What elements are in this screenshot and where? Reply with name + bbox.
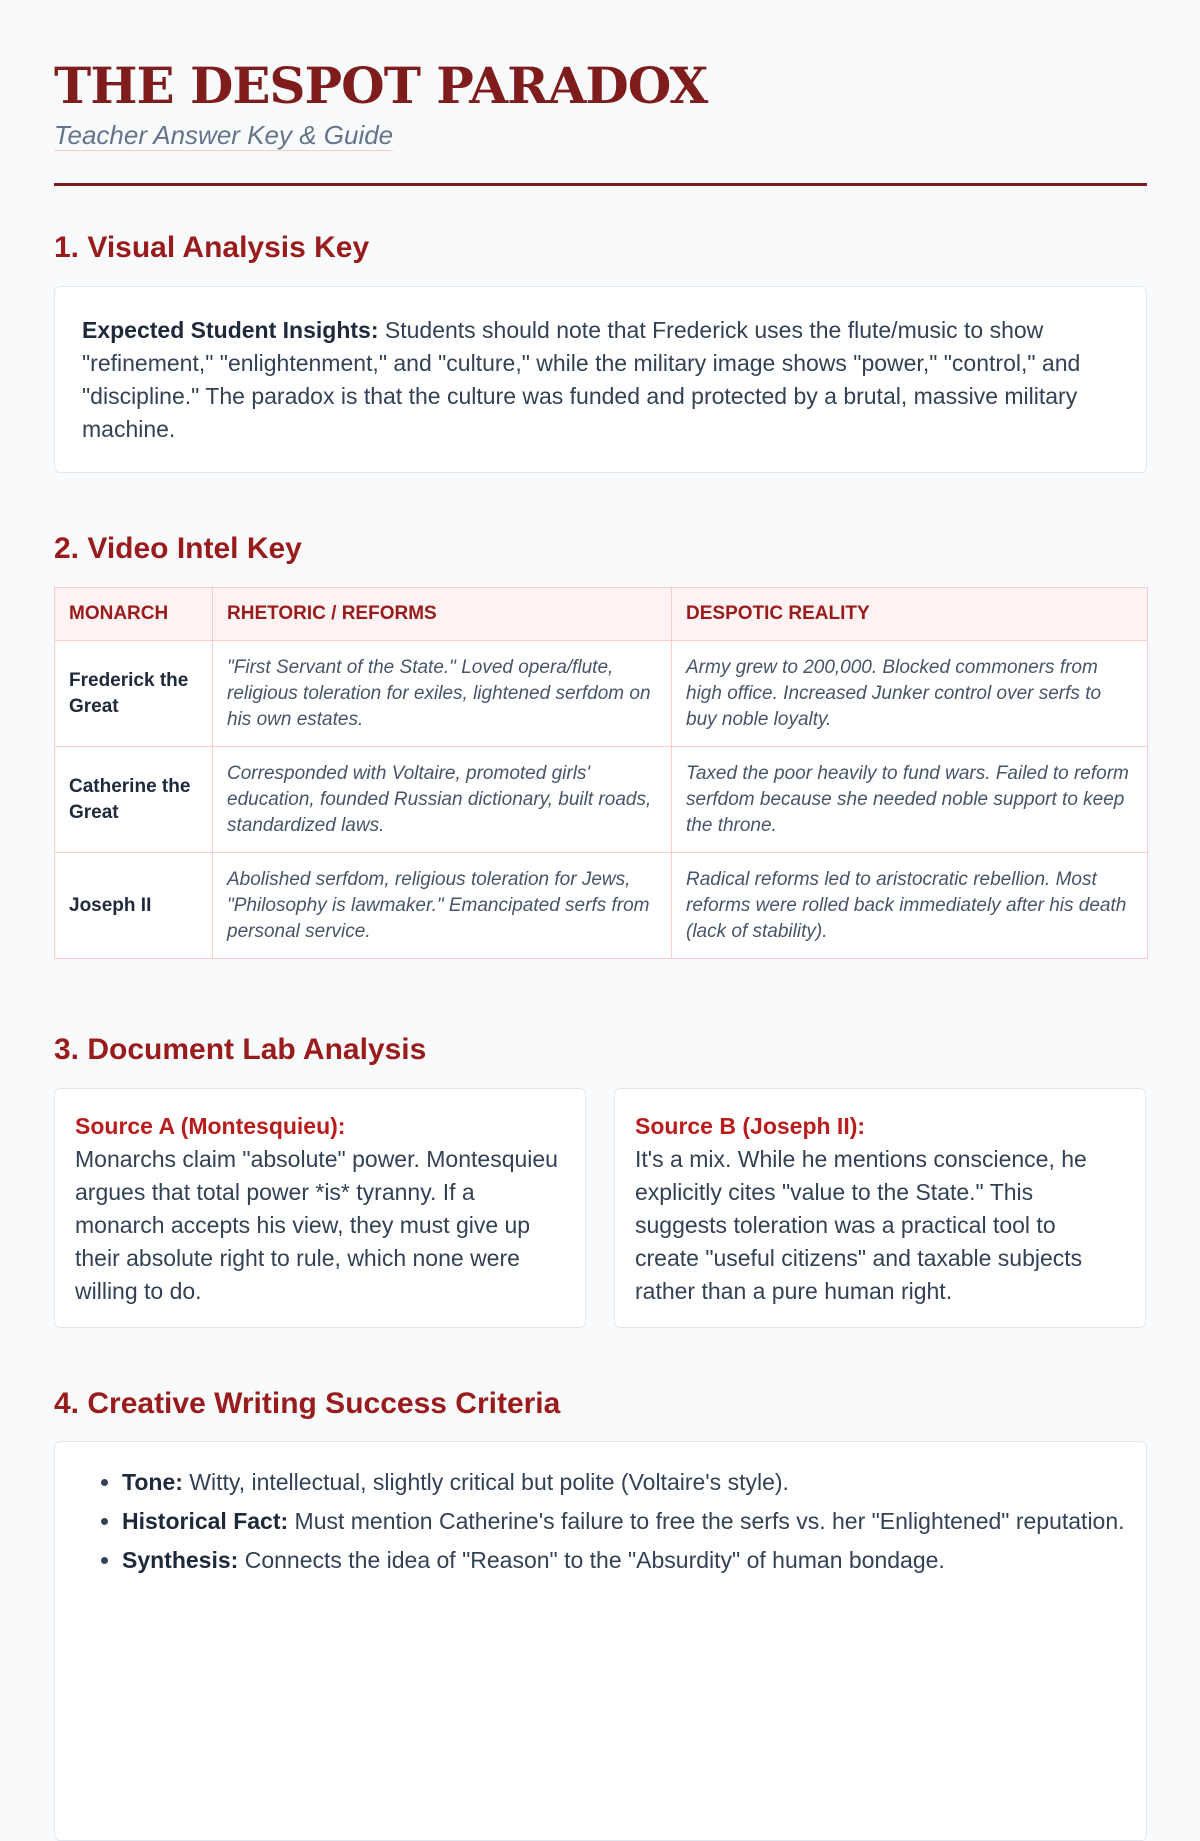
criteria-list (55, 1466, 1126, 1577)
monarch-cell: Joseph II (55, 853, 213, 959)
criteria-card (54, 1441, 1147, 1841)
source-a-text: Monarchs claim "absolute" power. Montesquieu argues that total power *is* tyranny. If a monarch accepts his view, they must give up their absolute right to rule, which none were willing to do. (75, 1146, 558, 1304)
criteria-label: Historical Fact: (122, 1508, 289, 1534)
monarch-cell: Catherine the Great (55, 747, 213, 853)
source-b-text: It's a mix. While he mentions conscience, he explicitly cites "value to the State." This suggests toleration was a practical tool to create "useful citizens" and taxable subjects rather than a pure human right. (635, 1146, 1087, 1304)
reality-cell: Taxed the poor heavily to fund wars. Failed to reform serfdom because she needed noble support to keep the throne. (672, 747, 1148, 853)
page-title: THE DESPOT PARADOX (54, 56, 708, 115)
column-header-reality: DESPOTIC REALITY (672, 588, 1148, 641)
source-cards-row (54, 1088, 1147, 1328)
table-header-row (55, 588, 1148, 641)
creative-writing-section (54, 1386, 1146, 1841)
reality-cell: Radical reforms led to aristocratic rebellion. Most reforms were rolled back immediately after his death (lack of stability). (672, 853, 1148, 959)
table-row (55, 853, 1148, 959)
table-row (55, 641, 1148, 747)
header-divider (54, 183, 1147, 186)
document-lab-section (54, 1032, 1146, 1328)
insight-card (54, 286, 1147, 473)
rhetoric-cell: "First Servant of the State." Loved opera/flute, religious toleration for exiles, lightened serfdom on his own estates. (213, 641, 672, 747)
creative-writing-heading: 4. Creative Writing Success Criteria (54, 1387, 561, 1420)
insight-label: Expected Student Insights: (82, 317, 379, 343)
page-subtitle: Teacher Answer Key & Guide (54, 120, 394, 150)
rhetoric-cell: Corresponded with Voltaire, promoted girls' education, founded Russian dictionary, built roads, standardized laws. (213, 747, 672, 853)
table-row (55, 747, 1148, 853)
criteria-text: Must mention Catherine's failure to free the serfs vs. her "Enlightened" reputation. (294, 1508, 1125, 1534)
source-a-label: Source A (Montesquieu): (75, 1113, 346, 1139)
list-item (122, 1505, 1126, 1538)
document-lab-heading: 3. Document Lab Analysis (54, 1033, 427, 1066)
criteria-label: Synthesis: (122, 1547, 239, 1573)
rhetoric-cell: Abolished serfdom, religious toleration for Jews, "Philosophy is lawmaker." Emancipated serfs from personal service. (213, 853, 672, 959)
reality-cell: Army grew to 200,000. Blocked commoners from high office. Increased Junker control over serfs to buy noble loyalty. (672, 641, 1148, 747)
source-a-card (54, 1088, 586, 1328)
page-header (54, 58, 1146, 186)
video-intel-heading: 2. Video Intel Key (54, 532, 302, 565)
criteria-text: Witty, intellectual, slightly critical but polite (Voltaire's style). (189, 1469, 789, 1495)
criteria-text: Connects the idea of "Reason" to the "Absurdity" of human bondage. (244, 1547, 945, 1573)
video-intel-section (54, 531, 1146, 959)
video-intel-table (54, 587, 1148, 959)
visual-analysis-section (54, 230, 1146, 473)
insight-text: Students should note that Frederick uses the flute/music to show "refinement," "enlightenment," and "culture," while the military image shows "power," "control," and "discipline." The paradox is that the culture was funded and protected by a brutal, massive military machine. (82, 317, 1081, 442)
monarch-cell: Frederick the Great (55, 641, 213, 747)
source-b-label: Source B (Joseph II): (635, 1113, 866, 1139)
source-b-card (614, 1088, 1146, 1328)
column-header-monarch: MONARCH (55, 588, 213, 641)
list-item (122, 1544, 1126, 1577)
criteria-label: Tone: (122, 1469, 183, 1495)
list-item (122, 1466, 1126, 1499)
visual-analysis-heading: 1. Visual Analysis Key (54, 231, 370, 264)
column-header-rhetoric: RHETORIC / REFORMS (213, 588, 672, 641)
